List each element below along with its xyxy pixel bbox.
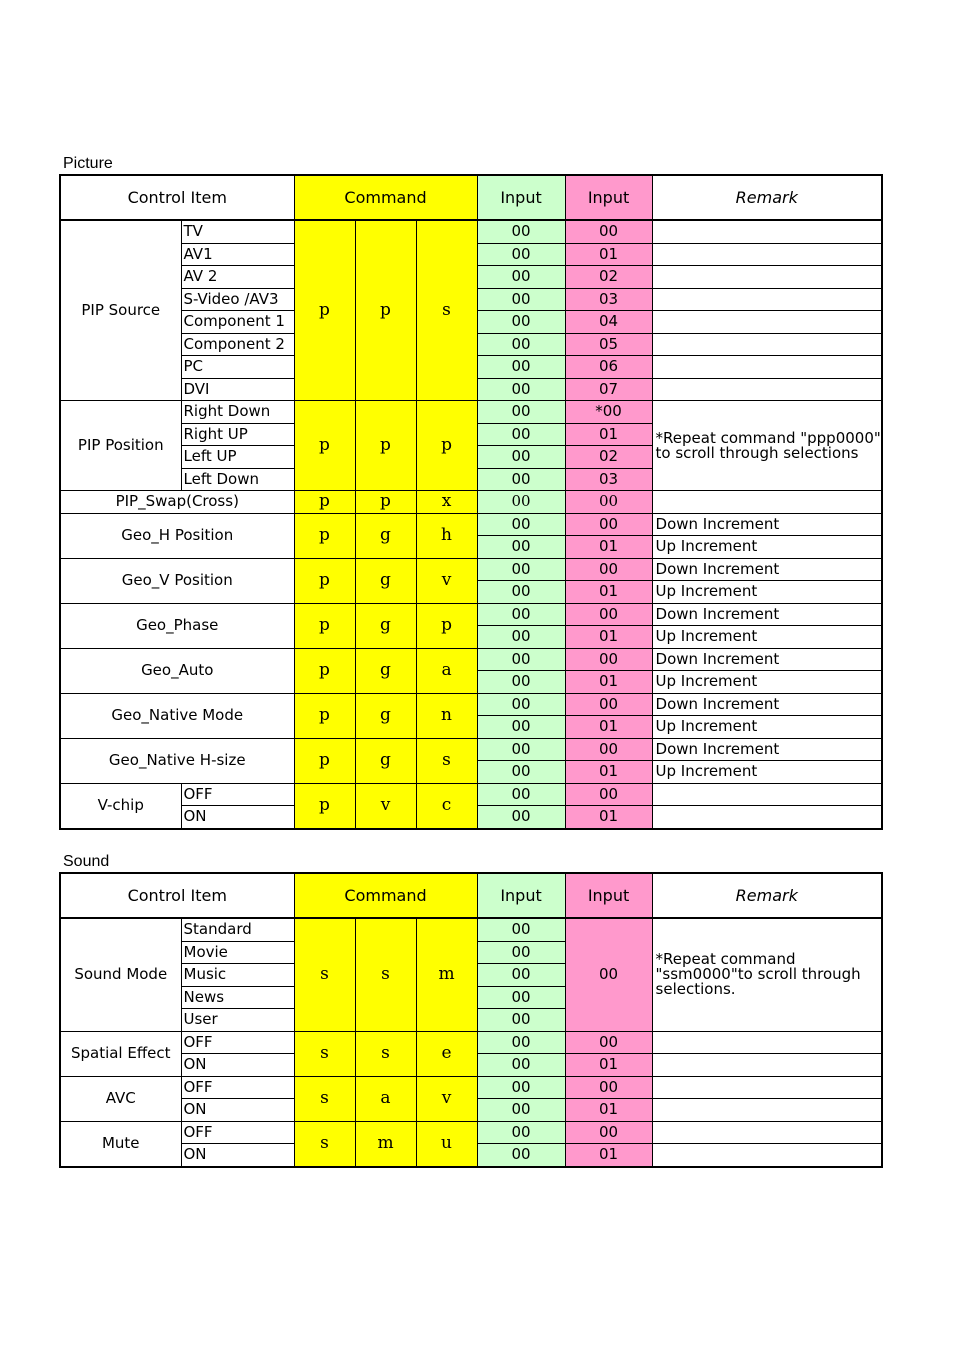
command-char-2: g <box>355 513 416 558</box>
table-row <box>60 513 882 536</box>
input-1-cell: 00 <box>477 288 565 311</box>
input-2-cell: 00 <box>565 648 652 671</box>
remark-cell <box>652 333 882 356</box>
input-1-cell: 00 <box>477 986 565 1009</box>
remark-cell: Up Increment <box>652 671 882 694</box>
table-row <box>60 648 882 671</box>
input-2-cell: 01 <box>565 536 652 559</box>
remark-cell <box>652 1099 882 1122</box>
input-2-cell: 03 <box>565 468 652 491</box>
command-char-3: p <box>416 401 477 491</box>
command-char-3: p <box>416 603 477 648</box>
command-char-2: p <box>355 401 416 491</box>
command-char-1: s <box>294 1121 355 1167</box>
command-char-1: p <box>294 738 355 783</box>
sub-item: OFF <box>181 783 294 806</box>
control-item-geo-v-position: Geo_V Position <box>60 558 294 603</box>
command-char-1: p <box>294 558 355 603</box>
remark-cell <box>652 220 882 243</box>
input-1-cell: 00 <box>477 401 565 424</box>
input-1-cell: 00 <box>477 783 565 806</box>
control-item-sound-mode: Sound Mode <box>60 918 181 1031</box>
command-char-2: m <box>355 1121 416 1167</box>
sub-item: ON <box>181 806 294 829</box>
control-item-spatial-effect: Spatial Effect <box>60 1031 181 1076</box>
sub-item: User <box>181 1009 294 1032</box>
header-control-item: Control Item <box>60 873 294 918</box>
input-1-cell: 00 <box>477 648 565 671</box>
input-1-cell: 00 <box>477 1144 565 1167</box>
table-row <box>60 491 882 514</box>
sub-item: Component 2 <box>181 333 294 356</box>
remark-cell <box>652 783 882 806</box>
control-item-geo-h-position: Geo_H Position <box>60 513 294 558</box>
input-1-cell: 00 <box>477 333 565 356</box>
input-2-cell: 00 <box>565 491 652 514</box>
remark-cell: Down Increment <box>652 693 882 716</box>
remark-cell: Up Increment <box>652 536 882 559</box>
input-2-cell: 06 <box>565 356 652 379</box>
control-item-pip-swap: PIP_Swap(Cross) <box>60 491 294 514</box>
input-2-cell: 01 <box>565 671 652 694</box>
input-2-cell: 01 <box>565 581 652 604</box>
remark-cell <box>652 1076 882 1099</box>
table-row <box>60 1121 882 1144</box>
command-char-2: g <box>355 603 416 648</box>
input-1-cell: 00 <box>477 243 565 266</box>
table-row <box>60 558 882 581</box>
sub-item: News <box>181 986 294 1009</box>
remark-cell: Up Increment <box>652 626 882 649</box>
command-char-3: v <box>416 558 477 603</box>
control-item-mute: Mute <box>60 1121 181 1167</box>
table-row <box>60 603 882 626</box>
input-2-cell: 01 <box>565 716 652 739</box>
input-1-cell: 00 <box>477 918 565 941</box>
remark-cell: Up Increment <box>652 716 882 739</box>
header-input-1: Input <box>477 175 565 220</box>
control-item-avc: AVC <box>60 1076 181 1121</box>
table-row <box>60 401 882 424</box>
header-command: Command <box>294 175 477 220</box>
sub-item: Movie <box>181 941 294 964</box>
input-1-cell: 00 <box>477 1054 565 1077</box>
command-char-1: p <box>294 603 355 648</box>
sub-item: OFF <box>181 1076 294 1099</box>
input-1-cell: 00 <box>477 671 565 694</box>
command-char-3: m <box>416 918 477 1031</box>
sub-item: ON <box>181 1099 294 1122</box>
header-input-1: Input <box>477 873 565 918</box>
input-1-cell: 00 <box>477 716 565 739</box>
input-2-cell: 00 <box>565 693 652 716</box>
input-1-cell: 00 <box>477 536 565 559</box>
command-char-2: s <box>355 918 416 1031</box>
header-control-item: Control Item <box>60 175 294 220</box>
header-input-2: Input <box>565 873 652 918</box>
input-1-cell: 00 <box>477 693 565 716</box>
remark-cell <box>652 243 882 266</box>
sub-item: ON <box>181 1054 294 1077</box>
sub-item: OFF <box>181 1031 294 1054</box>
remark-cell <box>652 1054 882 1077</box>
input-1-cell: 00 <box>477 311 565 334</box>
table-row <box>60 783 882 806</box>
sub-item: S-Video /AV3 <box>181 288 294 311</box>
input-2-cell: 03 <box>565 288 652 311</box>
command-char-1: s <box>294 1031 355 1076</box>
input-1-cell: 00 <box>477 603 565 626</box>
remark-note: *Repeat command "ppp0000" to scroll through selections <box>652 401 882 491</box>
command-char-1: p <box>294 783 355 829</box>
sub-item: PC <box>181 356 294 379</box>
input-2-cell: 01 <box>565 761 652 784</box>
input-1-cell: 00 <box>477 468 565 491</box>
command-char-3: s <box>416 738 477 783</box>
sub-item: Right Down <box>181 401 294 424</box>
table-header-row <box>60 175 882 220</box>
command-char-1: s <box>294 918 355 1031</box>
command-char-3: a <box>416 648 477 693</box>
control-item-geo-native-mode: Geo_Native Mode <box>60 693 294 738</box>
command-char-2: g <box>355 738 416 783</box>
input-2-cell: 00 <box>565 1031 652 1054</box>
sub-item: Left UP <box>181 446 294 469</box>
command-char-3: v <box>416 1076 477 1121</box>
command-char-2: p <box>355 491 416 514</box>
remark-cell <box>652 266 882 289</box>
input-1-cell: 00 <box>477 491 565 514</box>
remark-cell <box>652 378 882 401</box>
input-2-cell: *00 <box>565 401 652 424</box>
remark-cell: Down Increment <box>652 738 882 761</box>
input-2-cell: 00 <box>565 783 652 806</box>
input-1-cell: 00 <box>477 1031 565 1054</box>
input-2-cell: 01 <box>565 806 652 829</box>
sub-item: Component 1 <box>181 311 294 334</box>
remark-cell <box>652 1144 882 1167</box>
command-char-2: g <box>355 693 416 738</box>
input-2-cell: 00 <box>565 1121 652 1144</box>
remark-cell: Up Increment <box>652 761 882 784</box>
command-char-1: p <box>294 491 355 514</box>
remark-cell: Down Increment <box>652 603 882 626</box>
remark-note: *Repeat command "ssm0000"to scroll through selections. <box>652 918 882 1031</box>
remark-cell: Down Increment <box>652 558 882 581</box>
input-2-cell: 00 <box>565 738 652 761</box>
command-char-3: n <box>416 693 477 738</box>
input-2-cell: 00 <box>565 1076 652 1099</box>
sub-item: OFF <box>181 1121 294 1144</box>
command-char-1: p <box>294 220 355 401</box>
input-2-cell: 00 <box>565 220 652 243</box>
remark-cell <box>652 356 882 379</box>
command-char-1: p <box>294 648 355 693</box>
control-item-pip-source: PIP Source <box>60 220 181 401</box>
input-1-cell: 00 <box>477 964 565 987</box>
input-2-cell: 00 <box>565 513 652 536</box>
input-1-cell: 00 <box>477 1099 565 1122</box>
command-char-3: s <box>416 220 477 401</box>
input-2-cell: 00 <box>565 918 652 1031</box>
header-input-2: Input <box>565 175 652 220</box>
input-2-cell: 02 <box>565 446 652 469</box>
remark-cell: Down Increment <box>652 648 882 671</box>
input-2-cell: 01 <box>565 423 652 446</box>
input-1-cell: 00 <box>477 356 565 379</box>
sub-item: AV 2 <box>181 266 294 289</box>
input-2-cell: 01 <box>565 626 652 649</box>
input-1-cell: 00 <box>477 220 565 243</box>
table-row <box>60 693 882 716</box>
command-char-3: e <box>416 1031 477 1076</box>
input-1-cell: 00 <box>477 446 565 469</box>
table-row <box>60 738 882 761</box>
sub-item: Music <box>181 964 294 987</box>
input-1-cell: 00 <box>477 378 565 401</box>
sub-item: ON <box>181 1144 294 1167</box>
remark-cell <box>652 1031 882 1054</box>
command-char-2: a <box>355 1076 416 1121</box>
input-1-cell: 00 <box>477 1076 565 1099</box>
input-2-cell: 01 <box>565 1099 652 1122</box>
input-1-cell: 00 <box>477 558 565 581</box>
remark-cell <box>652 288 882 311</box>
input-2-cell: 00 <box>565 558 652 581</box>
command-char-2: p <box>355 220 416 401</box>
table-row <box>60 1076 882 1099</box>
table-row <box>60 1031 882 1054</box>
sub-item: Left Down <box>181 468 294 491</box>
input-1-cell: 00 <box>477 581 565 604</box>
command-char-2: g <box>355 648 416 693</box>
command-char-1: p <box>294 693 355 738</box>
input-2-cell: 00 <box>565 603 652 626</box>
table-row <box>60 918 882 941</box>
input-1-cell: 00 <box>477 423 565 446</box>
command-char-3: c <box>416 783 477 829</box>
remark-cell <box>652 1121 882 1144</box>
sub-item: Right UP <box>181 423 294 446</box>
input-2-cell: 01 <box>565 243 652 266</box>
input-2-cell: 01 <box>565 1144 652 1167</box>
remark-cell <box>652 311 882 334</box>
input-1-cell: 00 <box>477 738 565 761</box>
control-item-v-chip: V-chip <box>60 783 181 829</box>
table-row <box>60 220 882 243</box>
sound-command-table <box>59 872 883 1168</box>
input-1-cell: 00 <box>477 626 565 649</box>
input-1-cell: 00 <box>477 513 565 536</box>
sub-item: DVI <box>181 378 294 401</box>
header-command: Command <box>294 873 477 918</box>
remark-cell <box>652 491 882 514</box>
input-2-cell: 02 <box>565 266 652 289</box>
input-2-cell: 01 <box>565 1054 652 1077</box>
command-char-2: g <box>355 558 416 603</box>
sub-item: TV <box>181 220 294 243</box>
input-2-cell: 07 <box>565 378 652 401</box>
command-char-3: x <box>416 491 477 514</box>
command-char-3: u <box>416 1121 477 1167</box>
command-char-1: s <box>294 1076 355 1121</box>
remark-cell <box>652 806 882 829</box>
command-char-3: h <box>416 513 477 558</box>
control-item-geo-auto: Geo_Auto <box>60 648 294 693</box>
command-char-1: p <box>294 513 355 558</box>
header-remark: Remark <box>652 873 882 918</box>
input-1-cell: 00 <box>477 806 565 829</box>
picture-section-title: Picture <box>63 155 113 172</box>
input-1-cell: 00 <box>477 941 565 964</box>
control-item-geo-phase: Geo_Phase <box>60 603 294 648</box>
input-2-cell: 04 <box>565 311 652 334</box>
input-1-cell: 00 <box>477 1009 565 1032</box>
command-char-2: s <box>355 1031 416 1076</box>
command-char-2: v <box>355 783 416 829</box>
picture-command-table <box>59 174 883 830</box>
control-item-pip-position: PIP Position <box>60 401 181 491</box>
sub-item: AV1 <box>181 243 294 266</box>
table-header-row <box>60 873 882 918</box>
sub-item: Standard <box>181 918 294 941</box>
input-1-cell: 00 <box>477 266 565 289</box>
sound-section-title: Sound <box>63 853 110 870</box>
input-1-cell: 00 <box>477 1121 565 1144</box>
input-1-cell: 00 <box>477 761 565 784</box>
remark-cell: Up Increment <box>652 581 882 604</box>
control-item-geo-native-h-size: Geo_Native H-size <box>60 738 294 783</box>
input-2-cell: 05 <box>565 333 652 356</box>
command-char-1: p <box>294 401 355 491</box>
header-remark: Remark <box>652 175 882 220</box>
remark-cell: Down Increment <box>652 513 882 536</box>
